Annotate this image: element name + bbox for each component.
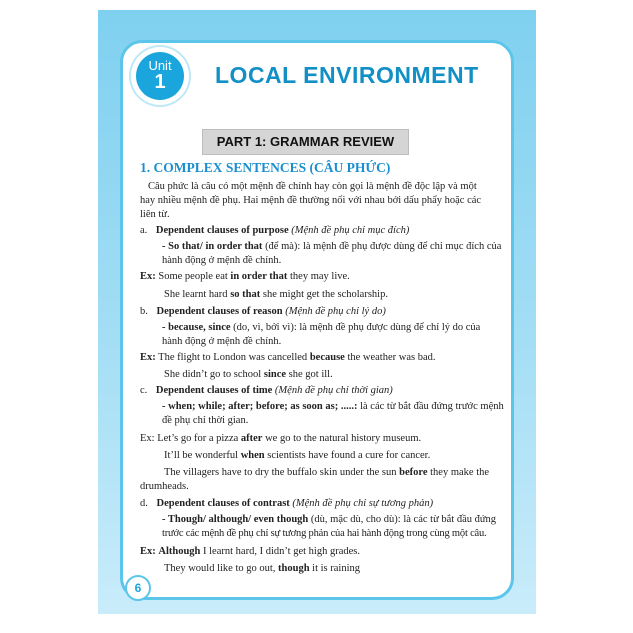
- example-keyword: so that: [230, 289, 261, 300]
- clause-d-gloss: (dù, mặc dù, cho dù): là các từ bắt đầu đứng: [308, 514, 497, 525]
- clause-a-example-1: [140, 270, 350, 283]
- clause-c-example-3-cont: drumheads.: [140, 481, 189, 492]
- clause-c-conjunctions: - when; while; after; before; as soon as; .....:: [162, 401, 358, 412]
- clause-a-conjunctions: - So that/ in order that: [162, 241, 263, 252]
- unit-label: Unit: [148, 58, 172, 73]
- example-keyword: because: [309, 352, 345, 363]
- clause-b-definition-cont: hành động ở mệnh đề chính.: [162, 336, 282, 347]
- part-heading: PART 1: GRAMMAR REVIEW: [202, 129, 409, 155]
- intro-line-3: liên từ.: [140, 209, 170, 220]
- example-keyword: Although: [158, 546, 201, 557]
- example-text: They would like to go out,: [164, 563, 279, 574]
- clause-c-letter: c.: [140, 385, 148, 396]
- example-text: She learnt hard: [164, 289, 231, 300]
- example-text: Let’s go for a pizza: [154, 433, 241, 444]
- example-text: it is raining: [309, 563, 361, 574]
- clause-d-letter: d.: [140, 498, 148, 509]
- clause-c-example-3: [164, 466, 489, 479]
- example-text: she might get the scholarship.: [260, 289, 388, 300]
- example-keyword: after: [240, 433, 263, 444]
- clause-d-conjunctions: - Though/ although/ even though: [162, 514, 309, 525]
- clause-c-title: Dependent clauses of time: [155, 385, 273, 396]
- page-title: LOCAL ENVIRONMENT: [215, 62, 479, 88]
- clause-d-title: Dependent clauses of contrast: [156, 498, 290, 509]
- clause-c-heading: [140, 384, 393, 397]
- clause-b-letter: b.: [140, 306, 148, 317]
- clause-d-definition-cont: trước các mệnh đề phụ chỉ sự tương phản của hai hành động trong cùng một câu.: [162, 528, 487, 539]
- clause-c-note: (Mệnh đề phụ chỉ thời gian): [274, 385, 393, 396]
- clause-d-example-2: [164, 562, 360, 575]
- example-text: The flight to London was cancelled: [155, 352, 310, 363]
- section-heading: 1. COMPLEX SENTENCES (CÂU PHỨC): [140, 160, 391, 175]
- clause-c-example-1: [140, 432, 421, 445]
- example-keyword: before: [399, 467, 428, 478]
- example-text: the weather was bad.: [344, 352, 436, 363]
- clause-b-conjunctions: - because, since: [162, 322, 231, 333]
- page-number: 6: [125, 575, 151, 601]
- example-keyword: in order that: [230, 271, 288, 282]
- intro-line-2: hay nhiều mệnh đề phụ. Hai mệnh đề thường nối với nhau bởi dấu phẩy hoặc các: [140, 195, 482, 206]
- clause-b-definition: [162, 321, 480, 334]
- clause-d-note: (Mệnh đề phụ chỉ sự tương phản): [292, 498, 434, 509]
- clause-c-definition-cont: đề phụ chỉ thời gian.: [162, 415, 249, 426]
- clause-a-letter: a.: [140, 225, 148, 236]
- clause-c-example-2: [164, 449, 430, 462]
- example-text: they make the: [427, 467, 490, 478]
- clause-b-example-1: [140, 351, 435, 364]
- clause-a-definition-cont: hành động ở mệnh đề chính.: [162, 255, 282, 266]
- clause-c-gloss: là các từ bắt đầu đứng trước mệnh: [357, 401, 504, 412]
- example-text: we go to the natural history museum.: [262, 433, 422, 444]
- clause-b-example-2: [164, 368, 333, 381]
- clause-a-heading: [140, 224, 409, 237]
- example-text: they may live.: [287, 271, 350, 282]
- example-label: Ex:: [140, 271, 156, 282]
- clause-b-gloss: (do, vì, bởi vì): là mệnh đề phụ được dùng để chỉ lý do của: [230, 322, 481, 333]
- clause-c-definition: [162, 400, 504, 413]
- example-text: Some people eat: [155, 271, 231, 282]
- example-text: The villagers have to dry the buffalo skin under the sun: [164, 467, 400, 478]
- example-label: Ex:: [140, 546, 156, 557]
- example-label: Ex:: [140, 433, 155, 444]
- example-text: she got ill.: [286, 369, 333, 380]
- clause-d-definition: [162, 513, 496, 526]
- unit-badge: [131, 47, 189, 105]
- intro-line-1: Câu phức là câu có một mệnh đề chính hay còn gọi là mệnh đề độc lập và một: [148, 181, 477, 192]
- clause-a-note: (Mệnh đề phụ chỉ mục đích): [291, 225, 410, 236]
- clause-a-title: Dependent clauses of purpose: [155, 225, 289, 236]
- unit-number: 1: [154, 71, 166, 93]
- example-text: I learnt hard, I didn’t get high grades.: [200, 546, 360, 557]
- clause-b-title: Dependent clauses of reason: [156, 306, 283, 317]
- clause-d-heading: [140, 497, 433, 510]
- example-text: It’ll be wonderful: [164, 450, 241, 461]
- clause-a-definition: [162, 240, 501, 253]
- unit-badge-circle: [136, 52, 184, 100]
- example-text: scientists have found a cure for cancer.: [264, 450, 431, 461]
- example-label: Ex:: [140, 352, 156, 363]
- clause-a-gloss: (để mà): là mệnh đề phụ được dùng để chỉ mục đích của: [262, 241, 502, 252]
- example-keyword: since: [263, 369, 287, 380]
- example-keyword: when: [240, 450, 265, 461]
- clause-d-example-1: [140, 545, 360, 558]
- clause-a-example-2: [164, 288, 388, 301]
- clause-b-note: (Mệnh đề phụ chỉ lý do): [285, 306, 386, 317]
- example-text: She didn’t go to school: [164, 369, 264, 380]
- example-keyword: though: [278, 563, 310, 574]
- clause-b-heading: [140, 305, 386, 318]
